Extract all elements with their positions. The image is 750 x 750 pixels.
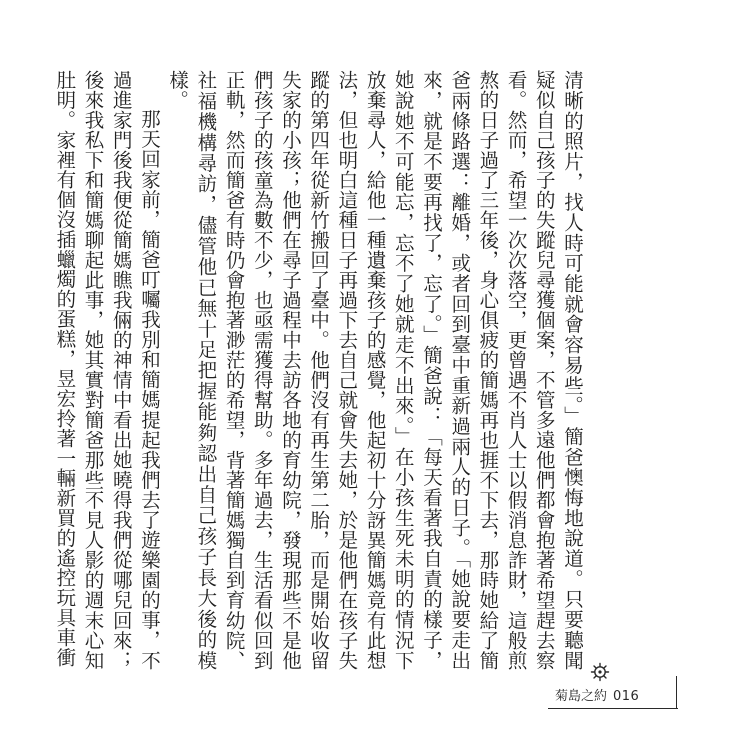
- paragraph-1: 清晰的照片，找人時可能就會容易些。」簡爸懊悔地說道。只要聽聞疑似自己孩子的失蹤兒尋獲個案，不管多遠他們都會抱著希望趕去察看。然而，希望一次次落空，更曾遇不肖人士以假消息詐財，這般煎熬的日子過了三年後，身心俱疲的簡媽再也捱不下去，那時她給了簡爸兩條路選：離婚，或者回到臺中重新過兩人的日子。「她說要走出來，就是不要再找了，忘了。」簡爸說：「每天看著我自責的樣子，她說她不可能忘，忘不了她就走不出來。」在小孩生死未明的情況下放棄尋人，給他一種遺棄孩子的感覺，他起初十分訝異簡媽竟有此想法，但也明白這種日子再過下去自己就會失去她，於是他們在孩子失蹤的第四年從新竹搬回了臺中。他們沒有再生第二胎，而是開始收留失家的小孩；他們在尋子過程中去訪各地的育幼院，發現那些不是他們孩子的孩童為數不少，也亟需獲得幫助。多年過去，生活看似回到正軌，然而簡爸有時仍會抱著渺茫的希望，背著簡媽獨自到育幼院、社福機構尋訪，儘管他已無十足把握能夠認出自己孩子長大後的模樣。: [166, 70, 584, 670]
- running-footer: [555, 685, 639, 704]
- paragraph-2: 那天回家前，簡爸叮囑我別和簡媽提起我們去了遊樂園的事，不過進家門後我便從簡媽瞧我倆的神情中看出她曉得我們從哪兒回來；後來我私下和簡媽聊起此事，她其實對簡爸那些不見人影的週末心知肚明。家裡有個沒插蠟燭的蛋糕，昱宏拎著一輛新買的遙控玩具車衝: [53, 70, 161, 670]
- footer-tick: [676, 676, 677, 708]
- page-number: 016: [613, 689, 640, 704]
- dharma-wheel-icon: [590, 662, 610, 682]
- footer-rule: [548, 708, 678, 709]
- book-title: 菊島之約: [555, 689, 608, 704]
- body-text: [50, 70, 586, 670]
